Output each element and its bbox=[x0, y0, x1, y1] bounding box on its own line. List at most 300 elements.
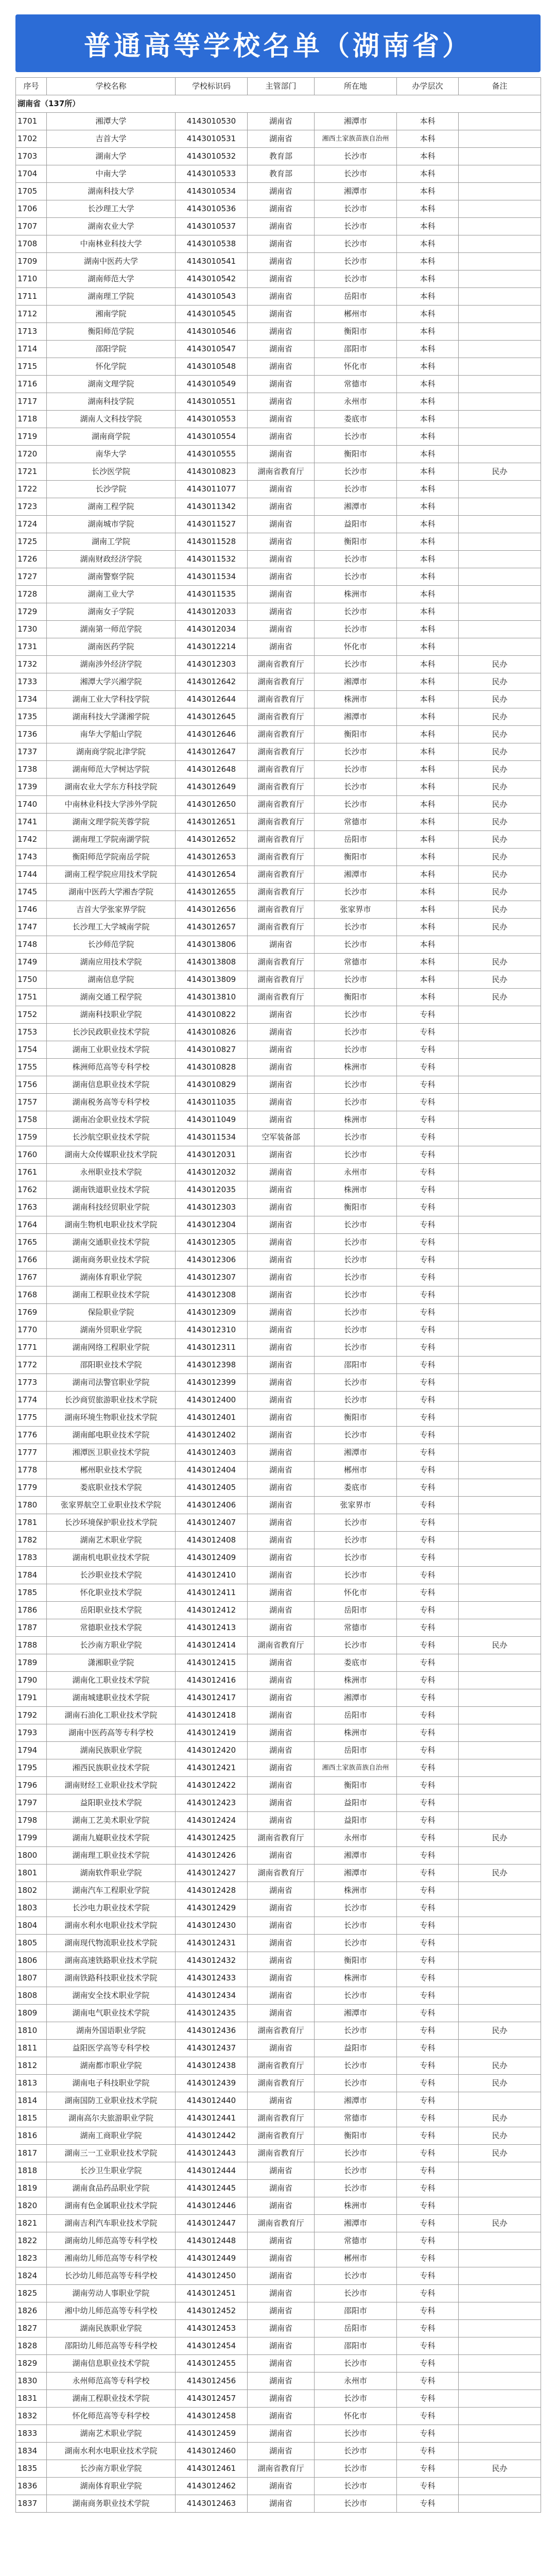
row-seq: 1732 bbox=[16, 656, 47, 673]
row-school-code: 4143012414 bbox=[176, 1637, 248, 1654]
row-seq: 1796 bbox=[16, 1777, 47, 1794]
table-row bbox=[16, 1637, 541, 1654]
row-location: 怀化市 bbox=[315, 638, 397, 656]
row-authority: 湖南省 bbox=[248, 1216, 315, 1234]
row-school-code: 4143012654 bbox=[176, 866, 248, 884]
row-authority: 湖南省教育厅 bbox=[248, 778, 315, 796]
row-school-code: 4143011035 bbox=[176, 1094, 248, 1111]
row-remark bbox=[459, 498, 541, 516]
table-row bbox=[16, 586, 541, 603]
row-seq: 1791 bbox=[16, 1689, 47, 1707]
row-remark bbox=[459, 1917, 541, 1935]
row-level: 专科 bbox=[397, 2110, 459, 2127]
row-school-name: 湖南邮电职业技术学院 bbox=[47, 1427, 176, 1444]
row-school-code: 4143012437 bbox=[176, 2040, 248, 2057]
row-location: 永州市 bbox=[315, 1164, 397, 1181]
row-remark bbox=[459, 936, 541, 954]
row-school-name: 长沙民政职业技术学院 bbox=[47, 1024, 176, 1041]
row-location: 长沙市 bbox=[315, 568, 397, 586]
row-level: 专科 bbox=[397, 1865, 459, 1882]
row-remark bbox=[459, 1304, 541, 1321]
row-location: 怀化市 bbox=[315, 2408, 397, 2425]
row-seq: 1810 bbox=[16, 2022, 47, 2040]
row-level: 专科 bbox=[397, 1847, 459, 1865]
row-remark bbox=[459, 2320, 541, 2337]
row-seq: 1729 bbox=[16, 603, 47, 621]
row-location: 衡阳市 bbox=[315, 1409, 397, 1427]
row-seq: 1713 bbox=[16, 323, 47, 341]
row-seq: 1740 bbox=[16, 796, 47, 814]
row-seq: 1789 bbox=[16, 1654, 47, 1672]
row-level: 本科 bbox=[397, 481, 459, 498]
row-school-code: 4143011527 bbox=[176, 516, 248, 533]
row-school-code: 4143010530 bbox=[176, 113, 248, 130]
row-level: 专科 bbox=[397, 2040, 459, 2057]
row-authority: 湖南省 bbox=[248, 638, 315, 656]
row-seq: 1751 bbox=[16, 989, 47, 1006]
row-authority: 湖南省教育厅 bbox=[248, 743, 315, 761]
row-location: 长沙市 bbox=[315, 1321, 397, 1339]
row-school-name: 湖南财政经济学院 bbox=[47, 551, 176, 568]
row-remark: 民办 bbox=[459, 954, 541, 971]
row-location: 郴州市 bbox=[315, 2250, 397, 2267]
row-remark: 民办 bbox=[459, 2057, 541, 2075]
row-school-code: 4143012310 bbox=[176, 1321, 248, 1339]
table-row bbox=[16, 2162, 541, 2180]
row-remark: 民办 bbox=[459, 2022, 541, 2040]
row-authority: 湖南省教育厅 bbox=[248, 761, 315, 778]
table-row bbox=[16, 393, 541, 411]
row-authority: 湖南省 bbox=[248, 1059, 315, 1076]
row-location: 娄底市 bbox=[315, 411, 397, 428]
row-remark bbox=[459, 235, 541, 253]
row-level: 本科 bbox=[397, 235, 459, 253]
row-authority: 湖南省 bbox=[248, 1672, 315, 1689]
row-remark bbox=[459, 1462, 541, 1479]
row-level: 专科 bbox=[397, 1427, 459, 1444]
header-school-name: 学校名称 bbox=[47, 78, 176, 95]
row-remark bbox=[459, 1549, 541, 1567]
row-seq: 1821 bbox=[16, 2215, 47, 2232]
row-remark bbox=[459, 2285, 541, 2302]
row-seq: 1807 bbox=[16, 1970, 47, 1987]
row-remark: 民办 bbox=[459, 919, 541, 936]
row-authority: 湖南省 bbox=[248, 1847, 315, 1865]
row-seq: 1817 bbox=[16, 2145, 47, 2162]
row-school-code: 4143010555 bbox=[176, 446, 248, 463]
row-school-code: 4143012646 bbox=[176, 726, 248, 743]
row-school-code: 4143012311 bbox=[176, 1339, 248, 1357]
row-level: 专科 bbox=[397, 2443, 459, 2460]
row-location: 株洲市 bbox=[315, 1970, 397, 1987]
row-location: 长沙市 bbox=[315, 428, 397, 446]
row-school-code: 4143010532 bbox=[176, 148, 248, 165]
row-seq: 1787 bbox=[16, 1619, 47, 1637]
row-school-name: 湖南商务职业技术学院 bbox=[47, 2495, 176, 2513]
row-school-name: 长沙医学院 bbox=[47, 463, 176, 481]
row-seq: 1748 bbox=[16, 936, 47, 954]
row-level: 本科 bbox=[397, 778, 459, 796]
row-school-name: 湖南民族职业学院 bbox=[47, 2320, 176, 2337]
row-level: 本科 bbox=[397, 498, 459, 516]
row-seq: 1763 bbox=[16, 1199, 47, 1216]
row-level: 本科 bbox=[397, 726, 459, 743]
row-school-code: 4143012032 bbox=[176, 1164, 248, 1181]
row-location: 湘潭市 bbox=[315, 1444, 397, 1462]
row-seq: 1730 bbox=[16, 621, 47, 638]
row-level: 本科 bbox=[397, 866, 459, 884]
row-school-code: 4143012424 bbox=[176, 1812, 248, 1829]
row-school-name: 湖南交通工程学院 bbox=[47, 989, 176, 1006]
row-authority: 湖南省 bbox=[248, 1392, 315, 1409]
row-school-code: 4143012417 bbox=[176, 1689, 248, 1707]
row-school-name: 湖南交通职业技术学院 bbox=[47, 1234, 176, 1251]
row-level: 专科 bbox=[397, 2302, 459, 2320]
row-seq: 1805 bbox=[16, 1935, 47, 1952]
row-seq: 1719 bbox=[16, 428, 47, 446]
row-location: 郴州市 bbox=[315, 1462, 397, 1479]
row-level: 专科 bbox=[397, 2215, 459, 2232]
row-location: 衡阳市 bbox=[315, 446, 397, 463]
row-seq: 1795 bbox=[16, 1759, 47, 1777]
row-school-code: 4143012447 bbox=[176, 2215, 248, 2232]
row-location: 郴州市 bbox=[315, 306, 397, 323]
row-seq: 1704 bbox=[16, 165, 47, 183]
row-remark bbox=[459, 1935, 541, 1952]
row-school-name: 湘南幼儿师范高等专科学校 bbox=[47, 2250, 176, 2267]
row-school-name: 湖南科技学院 bbox=[47, 393, 176, 411]
row-authority: 湖南省 bbox=[248, 253, 315, 270]
row-authority: 湖南省 bbox=[248, 2495, 315, 2513]
row-level: 专科 bbox=[397, 1304, 459, 1321]
row-school-name: 中南林业科技大学 bbox=[47, 235, 176, 253]
row-school-name: 湖南科技大学 bbox=[47, 183, 176, 200]
row-authority: 湖南省 bbox=[248, 393, 315, 411]
row-authority: 湖南省 bbox=[248, 1409, 315, 1427]
row-location: 长沙市 bbox=[315, 1129, 397, 1146]
row-authority: 湖南省教育厅 bbox=[248, 796, 315, 814]
row-authority: 湖南省 bbox=[248, 1146, 315, 1164]
row-location: 湘潭市 bbox=[315, 498, 397, 516]
table-row bbox=[16, 1357, 541, 1374]
table-row bbox=[16, 2408, 541, 2425]
row-level: 本科 bbox=[397, 113, 459, 130]
row-school-code: 4143010534 bbox=[176, 183, 248, 200]
row-seq: 1784 bbox=[16, 1567, 47, 1584]
row-seq: 1736 bbox=[16, 726, 47, 743]
row-school-code: 4143010553 bbox=[176, 411, 248, 428]
row-authority: 湖南省教育厅 bbox=[248, 2215, 315, 2232]
row-school-name: 湖南商学院 bbox=[47, 428, 176, 446]
row-location: 长沙市 bbox=[315, 2478, 397, 2495]
row-authority: 湖南省 bbox=[248, 1602, 315, 1619]
table-row bbox=[16, 2127, 541, 2145]
row-authority: 湖南省 bbox=[248, 1321, 315, 1339]
row-location: 长沙市 bbox=[315, 1024, 397, 1041]
row-location: 岳阳市 bbox=[315, 831, 397, 849]
table-row bbox=[16, 1952, 541, 1970]
row-remark bbox=[459, 341, 541, 358]
row-location: 长沙市 bbox=[315, 218, 397, 235]
row-remark bbox=[459, 568, 541, 586]
row-authority: 湖南省教育厅 bbox=[248, 2022, 315, 2040]
row-school-name: 湖南医药学院 bbox=[47, 638, 176, 656]
row-location: 邵阳市 bbox=[315, 2337, 397, 2355]
row-authority: 湖南省 bbox=[248, 1759, 315, 1777]
row-remark bbox=[459, 2495, 541, 2513]
row-school-name: 湖南农业大学东方科技学院 bbox=[47, 778, 176, 796]
row-location: 湘潭市 bbox=[315, 866, 397, 884]
row-level: 专科 bbox=[397, 1917, 459, 1935]
row-seq: 1747 bbox=[16, 919, 47, 936]
row-location: 长沙市 bbox=[315, 235, 397, 253]
row-remark bbox=[459, 621, 541, 638]
row-level: 本科 bbox=[397, 586, 459, 603]
row-level: 本科 bbox=[397, 849, 459, 866]
row-seq: 1753 bbox=[16, 1024, 47, 1041]
row-authority: 湖南省 bbox=[248, 2250, 315, 2267]
row-level: 专科 bbox=[397, 1900, 459, 1917]
row-school-name: 湖南财经工业职业技术学院 bbox=[47, 1777, 176, 1794]
row-remark bbox=[459, 1129, 541, 1146]
row-level: 本科 bbox=[397, 936, 459, 954]
row-school-code: 4143012463 bbox=[176, 2495, 248, 2513]
row-seq: 1737 bbox=[16, 743, 47, 761]
row-school-code: 4143011535 bbox=[176, 586, 248, 603]
row-seq: 1709 bbox=[16, 253, 47, 270]
row-school-name: 长沙职业技术学院 bbox=[47, 1567, 176, 1584]
row-remark bbox=[459, 1444, 541, 1462]
row-location: 长沙市 bbox=[315, 1392, 397, 1409]
row-level: 专科 bbox=[397, 1602, 459, 1619]
row-location: 湘潭市 bbox=[315, 708, 397, 726]
row-location: 长沙市 bbox=[315, 1041, 397, 1059]
row-school-name: 湖南理工学院 bbox=[47, 288, 176, 306]
row-remark: 民办 bbox=[459, 673, 541, 691]
row-seq: 1794 bbox=[16, 1742, 47, 1759]
row-school-code: 4143012653 bbox=[176, 849, 248, 866]
row-school-code: 4143012657 bbox=[176, 919, 248, 936]
row-level: 专科 bbox=[397, 2145, 459, 2162]
row-authority: 湖南省 bbox=[248, 1006, 315, 1024]
table-row bbox=[16, 1111, 541, 1129]
row-location: 株洲市 bbox=[315, 1724, 397, 1742]
row-seq: 1813 bbox=[16, 2075, 47, 2092]
row-authority: 湖南省 bbox=[248, 183, 315, 200]
row-school-code: 4143012409 bbox=[176, 1549, 248, 1567]
row-seq: 1727 bbox=[16, 568, 47, 586]
row-location: 湘潭市 bbox=[315, 2215, 397, 2232]
table-row bbox=[16, 1584, 541, 1602]
row-seq: 1824 bbox=[16, 2267, 47, 2285]
header-level: 办学层次 bbox=[397, 78, 459, 95]
row-seq: 1809 bbox=[16, 2005, 47, 2022]
row-school-name: 湖南理工学院南湖学院 bbox=[47, 831, 176, 849]
row-remark bbox=[459, 1427, 541, 1444]
row-seq: 1786 bbox=[16, 1602, 47, 1619]
row-seq: 1757 bbox=[16, 1094, 47, 1111]
row-school-name: 长沙南方职业学院 bbox=[47, 1637, 176, 1654]
row-remark bbox=[459, 2355, 541, 2372]
row-level: 专科 bbox=[397, 1619, 459, 1637]
table-row bbox=[16, 814, 541, 831]
row-location: 长沙市 bbox=[315, 253, 397, 270]
row-remark bbox=[459, 1689, 541, 1707]
row-seq: 1716 bbox=[16, 376, 47, 393]
row-authority: 湖南省 bbox=[248, 2408, 315, 2425]
row-authority: 湖南省 bbox=[248, 1812, 315, 1829]
row-school-code: 4143012413 bbox=[176, 1619, 248, 1637]
row-school-name: 湖南化工职业技术学院 bbox=[47, 1672, 176, 1689]
table-row bbox=[16, 726, 541, 743]
row-location: 株洲市 bbox=[315, 1882, 397, 1900]
row-authority: 湖南省教育厅 bbox=[248, 884, 315, 901]
row-school-name: 永州职业技术学院 bbox=[47, 1164, 176, 1181]
table-row bbox=[16, 1917, 541, 1935]
row-school-name: 湖南水利水电职业技术学院 bbox=[47, 2443, 176, 2460]
row-school-name: 湖南税务高等专科学校 bbox=[47, 1094, 176, 1111]
row-level: 专科 bbox=[397, 1637, 459, 1654]
row-seq: 1750 bbox=[16, 971, 47, 989]
row-location: 岳阳市 bbox=[315, 1602, 397, 1619]
row-remark bbox=[459, 288, 541, 306]
row-location: 长沙市 bbox=[315, 2443, 397, 2460]
row-authority: 湖南省教育厅 bbox=[248, 463, 315, 481]
row-seq: 1833 bbox=[16, 2425, 47, 2443]
row-school-code: 4143013808 bbox=[176, 954, 248, 971]
table-row bbox=[16, 2005, 541, 2022]
table-row bbox=[16, 1900, 541, 1917]
row-remark: 民办 bbox=[459, 866, 541, 884]
row-school-code: 4143012428 bbox=[176, 1882, 248, 1900]
row-location: 永州市 bbox=[315, 2372, 397, 2390]
row-remark: 民办 bbox=[459, 2075, 541, 2092]
row-location: 湘潭市 bbox=[315, 1689, 397, 1707]
row-level: 专科 bbox=[397, 2355, 459, 2372]
row-seq: 1800 bbox=[16, 1847, 47, 1865]
row-school-code: 4143012438 bbox=[176, 2057, 248, 2075]
row-seq: 1711 bbox=[16, 288, 47, 306]
header-authority: 主管部门 bbox=[248, 78, 315, 95]
row-school-code: 4143010536 bbox=[176, 200, 248, 218]
row-school-name: 湖南城市学院 bbox=[47, 516, 176, 533]
row-school-name: 湖南电子科技职业学院 bbox=[47, 2075, 176, 2092]
row-seq: 1798 bbox=[16, 1812, 47, 1829]
row-school-name: 怀化职业技术学院 bbox=[47, 1584, 176, 1602]
row-level: 专科 bbox=[397, 1216, 459, 1234]
row-seq: 1749 bbox=[16, 954, 47, 971]
row-location: 衡阳市 bbox=[315, 989, 397, 1006]
row-remark bbox=[459, 218, 541, 235]
row-authority: 湖南省教育厅 bbox=[248, 708, 315, 726]
row-location: 长沙市 bbox=[315, 1549, 397, 1567]
row-seq: 1766 bbox=[16, 1251, 47, 1269]
row-seq: 1770 bbox=[16, 1321, 47, 1339]
row-school-code: 4143012422 bbox=[176, 1777, 248, 1794]
table-row bbox=[16, 2285, 541, 2302]
row-authority: 湖南省 bbox=[248, 1514, 315, 1532]
row-level: 本科 bbox=[397, 551, 459, 568]
row-location: 长沙市 bbox=[315, 165, 397, 183]
row-authority: 湖南省教育厅 bbox=[248, 971, 315, 989]
row-school-code: 4143012456 bbox=[176, 2372, 248, 2390]
table-row bbox=[16, 638, 541, 656]
row-remark bbox=[459, 1164, 541, 1181]
row-school-name: 株洲师范高等专科学校 bbox=[47, 1059, 176, 1076]
row-remark bbox=[459, 1392, 541, 1409]
row-location: 湘潭市 bbox=[315, 183, 397, 200]
row-location: 湘潭市 bbox=[315, 1847, 397, 1865]
row-authority: 湖南省 bbox=[248, 936, 315, 954]
row-school-name: 长沙航空职业技术学院 bbox=[47, 1129, 176, 1146]
row-location: 常德市 bbox=[315, 954, 397, 971]
row-school-name: 湖南大众传媒职业技术学院 bbox=[47, 1146, 176, 1164]
table-row bbox=[16, 2215, 541, 2232]
header-remark: 备注 bbox=[459, 78, 541, 95]
row-remark bbox=[459, 2443, 541, 2460]
row-level: 本科 bbox=[397, 183, 459, 200]
row-school-name: 湖南三一工业职业技术学院 bbox=[47, 2145, 176, 2162]
row-school-code: 4143012430 bbox=[176, 1917, 248, 1935]
table-row bbox=[16, 1724, 541, 1742]
row-school-code: 4143010828 bbox=[176, 1059, 248, 1076]
row-remark bbox=[459, 270, 541, 288]
row-school-name: 湖南劳动人事职业学院 bbox=[47, 2285, 176, 2302]
row-level: 专科 bbox=[397, 1321, 459, 1339]
row-seq: 1775 bbox=[16, 1409, 47, 1427]
row-school-name: 湘南学院 bbox=[47, 306, 176, 323]
row-school-name: 常德职业技术学院 bbox=[47, 1619, 176, 1637]
row-location: 张家界市 bbox=[315, 1497, 397, 1514]
row-school-name: 中南大学 bbox=[47, 165, 176, 183]
row-school-code: 4143012455 bbox=[176, 2355, 248, 2372]
row-school-code: 4143013806 bbox=[176, 936, 248, 954]
row-authority: 湖南省 bbox=[248, 2005, 315, 2022]
table-row bbox=[16, 1619, 541, 1637]
row-location: 长沙市 bbox=[315, 1427, 397, 1444]
row-school-name: 湖南水利水电职业技术学院 bbox=[47, 1917, 176, 1935]
row-level: 专科 bbox=[397, 1444, 459, 1462]
row-level: 本科 bbox=[397, 603, 459, 621]
row-remark bbox=[459, 1724, 541, 1742]
row-seq: 1814 bbox=[16, 2092, 47, 2110]
row-location: 株洲市 bbox=[315, 586, 397, 603]
table-row bbox=[16, 1497, 541, 1514]
row-seq: 1771 bbox=[16, 1339, 47, 1357]
row-school-code: 4143011534 bbox=[176, 1129, 248, 1146]
row-authority: 湖南省教育厅 bbox=[248, 866, 315, 884]
row-location: 长沙市 bbox=[315, 919, 397, 936]
row-location: 长沙市 bbox=[315, 1216, 397, 1234]
row-authority: 湖南省 bbox=[248, 2040, 315, 2057]
table-row bbox=[16, 2180, 541, 2197]
table-row bbox=[16, 761, 541, 778]
row-school-code: 4143010545 bbox=[176, 306, 248, 323]
row-school-code: 4143012645 bbox=[176, 708, 248, 726]
table-row bbox=[16, 2197, 541, 2215]
row-location: 长沙市 bbox=[315, 1076, 397, 1094]
row-authority: 湖南省 bbox=[248, 1497, 315, 1514]
row-authority: 湖南省 bbox=[248, 1374, 315, 1392]
table-row bbox=[16, 1672, 541, 1689]
school-table bbox=[15, 77, 541, 2513]
row-school-code: 4143012656 bbox=[176, 901, 248, 919]
row-school-name: 湖南工艺美术职业学院 bbox=[47, 1812, 176, 1829]
row-seq: 1825 bbox=[16, 2285, 47, 2302]
row-level: 专科 bbox=[397, 2390, 459, 2408]
row-seq: 1832 bbox=[16, 2408, 47, 2425]
row-location: 常德市 bbox=[315, 1619, 397, 1637]
